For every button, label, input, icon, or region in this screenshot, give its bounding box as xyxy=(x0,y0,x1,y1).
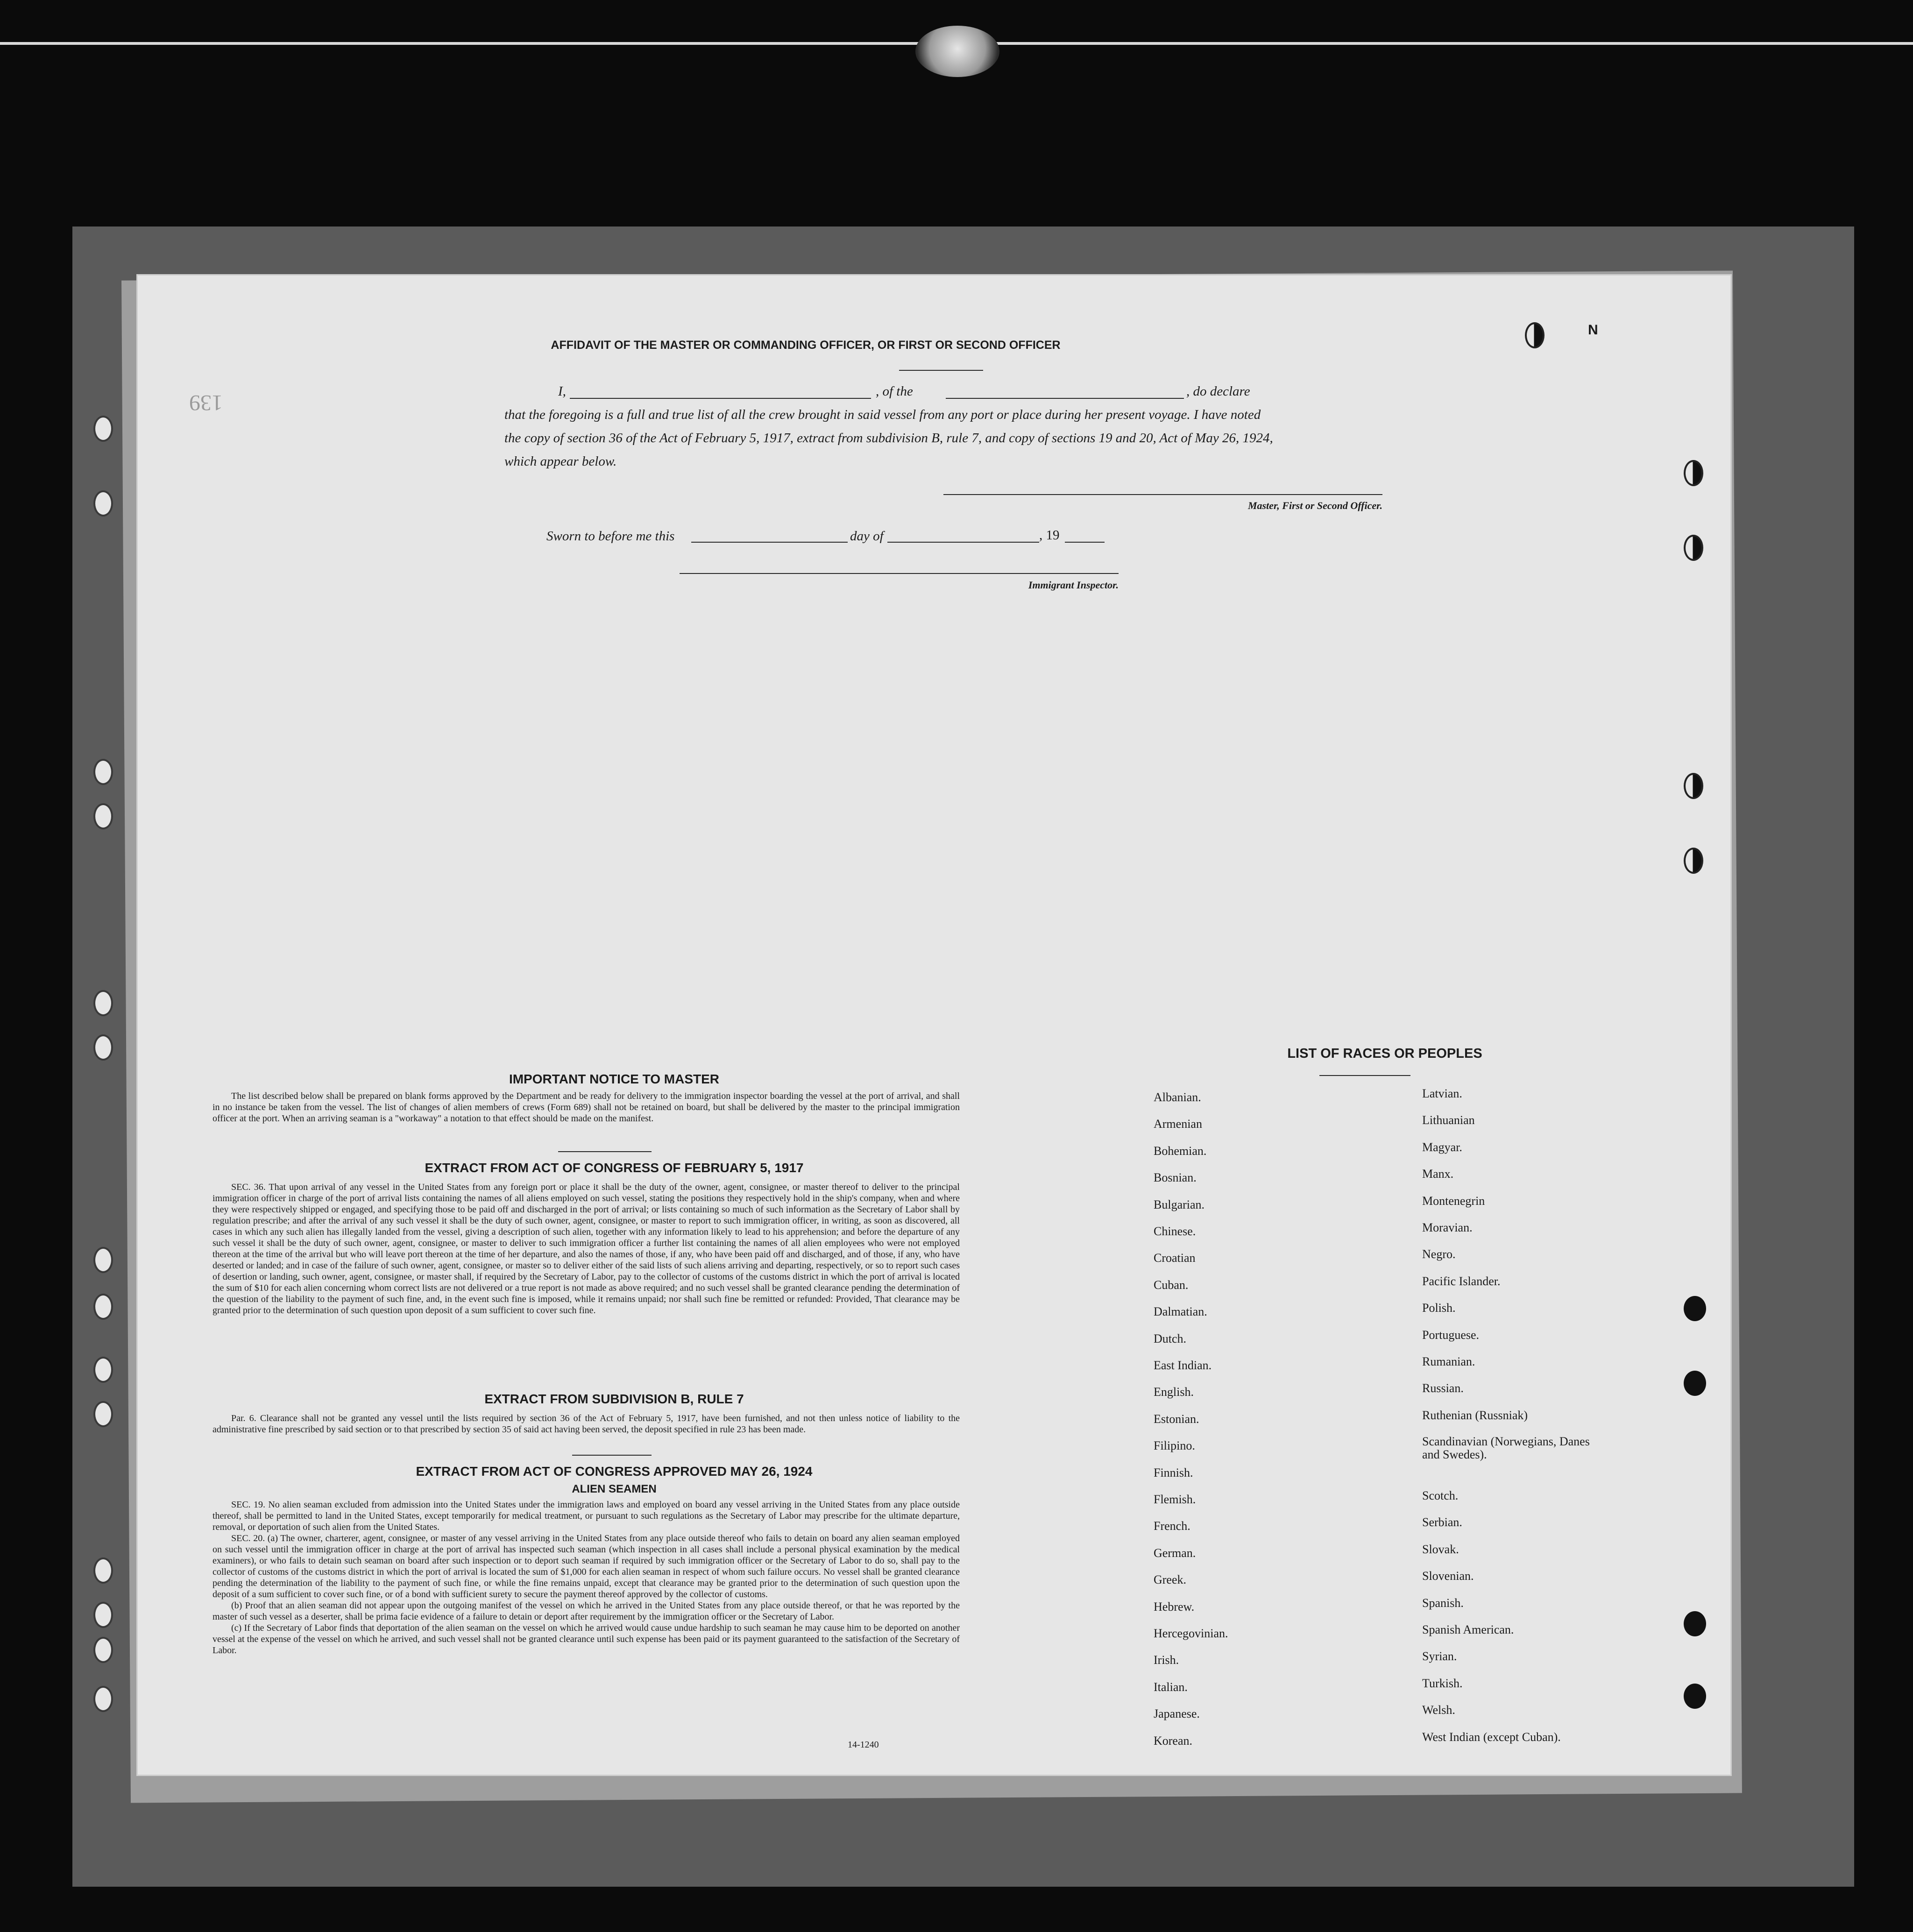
extract-1917-text xyxy=(213,1182,960,1316)
punch-hole-icon xyxy=(93,1357,113,1383)
inspector-label: Immigrant Inspector. xyxy=(1028,579,1119,591)
race-item: Spanish American. xyxy=(1422,1623,1514,1636)
tape-mark xyxy=(915,26,999,77)
race-item: Italian. xyxy=(1154,1680,1188,1694)
race-item: French. xyxy=(1154,1519,1190,1533)
notice-text xyxy=(213,1090,960,1124)
affidavit-line-declare: , do declare xyxy=(1186,384,1250,399)
race-item: Ruthenian (Russniak) xyxy=(1422,1408,1528,1422)
extract-1924-title: EXTRACT FROM ACT OF CONGRESS APPROVED MAY 26, 1924 xyxy=(416,1464,813,1479)
race-item: Polish. xyxy=(1422,1301,1456,1315)
race-item: English. xyxy=(1154,1385,1194,1399)
punch-hole-icon xyxy=(93,759,113,785)
alien-seamen-subtitle: ALIEN SEAMEN xyxy=(572,1483,657,1495)
race-item: Rumanian. xyxy=(1422,1355,1475,1368)
race-item: Albanian. xyxy=(1154,1090,1201,1104)
punch-hole-icon xyxy=(93,490,113,517)
affidavit-body-2: that the foregoing is a full and true list of all the crew brought in said vessel from any port or place during her present voyage. I have noted xyxy=(504,407,1261,422)
race-item: Slovak. xyxy=(1422,1542,1459,1556)
punch-hole-icon xyxy=(1684,1684,1706,1709)
punch-hole-icon xyxy=(1684,773,1703,799)
race-item: Dalmatian. xyxy=(1154,1305,1207,1319)
affidavit-title: AFFIDAVIT OF THE MASTER OR COMMANDING OFFICER, OR FIRST OR SECOND OFFICER xyxy=(551,339,1061,352)
affidavit-body-3: the copy of section 36 of the Act of February 5, 1917, extract from subdivision B, rule 7, and copy of sections 19 and 20, Act of May 26, 1924, xyxy=(504,431,1273,446)
race-item: Negro. xyxy=(1422,1247,1456,1261)
race-item: Turkish. xyxy=(1422,1676,1463,1690)
race-item: Estonian. xyxy=(1154,1412,1199,1426)
race-item: Hercegovinian. xyxy=(1154,1627,1228,1640)
notice-title: IMPORTANT NOTICE TO MASTER xyxy=(509,1072,720,1086)
punch-hole-icon xyxy=(1525,322,1545,348)
punch-hole-icon xyxy=(93,1557,113,1584)
race-item: Spanish. xyxy=(1422,1596,1464,1610)
race-item: Finnish. xyxy=(1154,1465,1193,1479)
punch-hole-icon xyxy=(93,990,113,1016)
punch-hole-icon xyxy=(93,1034,113,1061)
corner-mark: N xyxy=(1588,322,1598,338)
race-item: Latvian. xyxy=(1422,1087,1462,1100)
divider xyxy=(899,370,983,371)
race-item: Moravian. xyxy=(1422,1221,1473,1234)
divider xyxy=(1319,1075,1410,1076)
punch-hole-icon xyxy=(93,1602,113,1628)
race-item: Syrian. xyxy=(1422,1649,1457,1663)
notice-paragraph: The list described below shall be prepared on blank forms approved by the Department and be ready for delivery to the immigration inspector boarding the vessel at the port of arrival, and shall in no instance be taken from the vessel. The list of changes of alien members of crews (Form 689) shall not be retained on board, but shall be delivered by the master to the principal immigration officer at the port. When an arriving seaman is a "workaway" a notation to that effect should be made on the manifest. xyxy=(213,1091,960,1124)
master-signature-line xyxy=(943,494,1382,495)
rule7-text xyxy=(213,1413,960,1435)
divider xyxy=(572,1455,652,1456)
race-item: Magyar. xyxy=(1422,1140,1462,1154)
race-item: Greek. xyxy=(1154,1573,1187,1587)
punch-hole-icon xyxy=(93,1637,113,1663)
margin-note: 139 xyxy=(189,390,223,415)
extract-1924-text xyxy=(213,1499,960,1656)
form-number: 14-1240 xyxy=(848,1740,879,1750)
rule7-title: EXTRACT FROM SUBDIVISION B, RULE 7 xyxy=(484,1392,744,1406)
race-item: Bosnian. xyxy=(1154,1171,1197,1185)
race-item: Serbian. xyxy=(1422,1515,1462,1529)
punch-hole-icon xyxy=(93,1247,113,1273)
race-item: Filipino. xyxy=(1154,1439,1195,1453)
race-item: Lithuanian xyxy=(1422,1113,1475,1127)
race-item: Chinese. xyxy=(1154,1224,1196,1238)
punch-hole-icon xyxy=(1684,460,1703,486)
race-item: Korean. xyxy=(1154,1734,1193,1748)
race-item: Russian. xyxy=(1422,1381,1464,1395)
race-item: Croatian xyxy=(1154,1251,1196,1265)
vessel-blank xyxy=(946,398,1184,399)
race-item: Hebrew. xyxy=(1154,1599,1195,1614)
race-item: Flemish. xyxy=(1154,1493,1196,1506)
sec20c-paragraph: (c) If the Secretary of Labor finds that deportation of the alien seaman on the vessel on which he arrived would cause undue hardship to such seaman he may cause him to be deported on another vessel at the expense of the vessel on which he arrived, and such vessel shall not be granted clearance until such expense has been paid or its payment guaranteed to the satisfaction of the Secretary of Labor. xyxy=(213,1623,960,1656)
races-title: LIST OF RACES OR PEOPLES xyxy=(1287,1046,1482,1061)
document-page xyxy=(138,276,1730,1775)
sworn-year: , 19 xyxy=(1039,528,1060,543)
race-item: Manx. xyxy=(1422,1167,1454,1181)
sec20a-paragraph: SEC. 20. (a) The owner, charterer, agent, consignee, or master of any vessel arriving in the United States from any place outside thereof who fails to detain on board any alien seaman employed on such vessel until the immigration officer in charge at the port of arrival has inspected such seaman (which inspection in all cases shall include a personal physical examination by the medical examiners), or who fails to detain such seaman on board after such inspection or to deport such seaman if required by such immigration officer or the Secretary of Labor to do so, shall pay to the collector of customs of the customs district in which the port of arrival is located the sum of $1,000 for each alien seaman in respect of whom such failure occurs. No vessel shall be granted clearance pending the determination of the liability to the payment of such fine, or while the fine remains unpaid, except that clearance may be granted prior to the determination of such question upon the deposit of a sum sufficient to cover such fine, or of a bond with sufficient surety to secure the payment thereof approved by the collector of customs. xyxy=(213,1533,960,1599)
punch-hole-icon xyxy=(1684,1296,1706,1321)
inspector-signature-line xyxy=(680,573,1119,574)
race-item: Bulgarian. xyxy=(1154,1197,1205,1211)
day-blank xyxy=(691,542,848,543)
punch-hole-icon xyxy=(1684,535,1703,561)
race-item: Bohemian. xyxy=(1154,1144,1207,1158)
master-label: Master, First or Second Officer. xyxy=(1247,500,1382,511)
punch-hole-icon xyxy=(93,803,113,829)
race-item: Portuguese. xyxy=(1422,1328,1480,1342)
affidavit-line-i: I, xyxy=(558,384,566,399)
punch-hole-icon xyxy=(93,1401,113,1427)
sworn-dayof: day of xyxy=(850,529,884,544)
punch-hole-icon xyxy=(1684,1611,1706,1636)
race-item: Cuban. xyxy=(1154,1278,1189,1292)
race-item: Pacific Islander. xyxy=(1422,1274,1501,1288)
race-item: Scandinavian (Norwegians, Danes and Swedes). xyxy=(1422,1435,1590,1462)
sec20b-paragraph: (b) Proof that an alien seaman did not appear upon the outgoing manifest of the vessel on which he arrived in the United States from any place outside thereof, or that he was reported by the master of such vessel as a deserter, shall be prima facie evidence of a failure to detain or deport after requirement by the immigration officer or the Secretary of Labor. xyxy=(213,1600,960,1622)
affidavit-body-4: which appear below. xyxy=(504,454,617,469)
punch-hole-icon xyxy=(1684,848,1703,874)
race-item: Welsh. xyxy=(1422,1703,1455,1717)
month-blank xyxy=(887,542,1039,543)
race-item: Irish. xyxy=(1154,1653,1179,1667)
race-item: Japanese. xyxy=(1154,1707,1200,1721)
name-blank xyxy=(570,398,871,399)
extract-1917-title: EXTRACT FROM ACT OF CONGRESS OF FEBRUARY 5, 1917 xyxy=(425,1161,804,1175)
punch-hole-icon xyxy=(1684,1371,1706,1396)
race-item: East Indian. xyxy=(1154,1359,1212,1372)
punch-hole-icon xyxy=(93,416,113,442)
sworn-prefix: Sworn to before me this xyxy=(546,529,675,544)
sec19-paragraph: SEC. 19. No alien seaman excluded from admission into the United States under the immigration laws and employed on board any vessel arriving in the United States from any place outside thereof, shall be permitted to land in the United States, except temporarily for medical treatment, or pursuant to such regulations as the Secretary of Labor may prescribe for the ultimate departure, removal, or deportation of such alien from the United States. xyxy=(213,1500,960,1532)
sec36-paragraph: SEC. 36. That upon arrival of any vessel in the United States from any foreign port or place it shall be the duty of the owner, agent, consignee, or master thereof to deliver to the principal immigration officer in charge of the port of arrival lists containing the names of all aliens employed on such vessel, stating the positions they respectively hold in the ship's company, when and where they were respectively shipped or engaged, and specifying those to be paid off and discharged in the port of arrival; or lists containing so much of such information as the Secretary of Labor shall by regulation prescribe; and after the arrival of any such vessel it shall be the duty of such owner, agent, consignee, or master to report to such immigration officer, in writing, as soon as discovered, all cases in which any such alien has illegally landed from the vessel, giving a description of such alien, together with any information likely to lead to his apprehension; and before the departure of any such vessel it shall be the duty of such owner, agent, consignee, or master to deliver to such immigration officer a further list containing the names of all alien employees who were not employed thereon at the time of the arrival but who will leave port thereon at the time of her departure, and also the names of those, if any, who have been paid off and discharged, and of those, if any, who have deserted or landed; and in case of the failure of such owner, agent, consignee, or master so to deliver either of the said lists of such aliens arriving and departing, respectively, or so to report such cases of desertion or landing, such owner, agent, consignee, or master shall, if required by the Secretary of Labor, pay to the collector of customs of the customs district in which the port of arrival is located the sum of $10 for each alien concerning whom correct lists are not delivered or a true report is not made as above required; and no such vessel shall be granted clearance pending the determination of the question of the liability to the payment of such fine, and, in the event such fine is imposed, while it remains unpaid; nor shall such fine be remitted or refunded: Provided, That clearance may be granted prior to the determination of such question upon deposit of a sum sufficient to cover such fine. xyxy=(213,1182,960,1316)
race-item: Montenegrin xyxy=(1422,1194,1485,1208)
punch-hole-icon xyxy=(93,1686,113,1712)
race-item: Dutch. xyxy=(1154,1331,1187,1345)
punch-hole-icon xyxy=(93,1294,113,1320)
race-item: Scotch. xyxy=(1422,1489,1459,1502)
race-item: Armenian xyxy=(1154,1117,1202,1131)
divider xyxy=(558,1151,652,1152)
year-blank xyxy=(1065,542,1105,543)
affidavit-line-of: , of the xyxy=(876,384,913,399)
race-item: Slovenian. xyxy=(1422,1569,1474,1583)
race-item: German. xyxy=(1154,1546,1196,1560)
par6-paragraph: Par. 6. Clearance shall not be granted any vessel until the lists required by section 36 of the Act of February 5, 1917, have been furnished, and not then unless notice of liability to the administrative fine prescribed by said section or to that prescribed by section 35 of said act having been served, the deposit specified in rule 23 has been made. xyxy=(213,1413,960,1435)
race-item: West Indian (except Cuban). xyxy=(1422,1730,1561,1744)
